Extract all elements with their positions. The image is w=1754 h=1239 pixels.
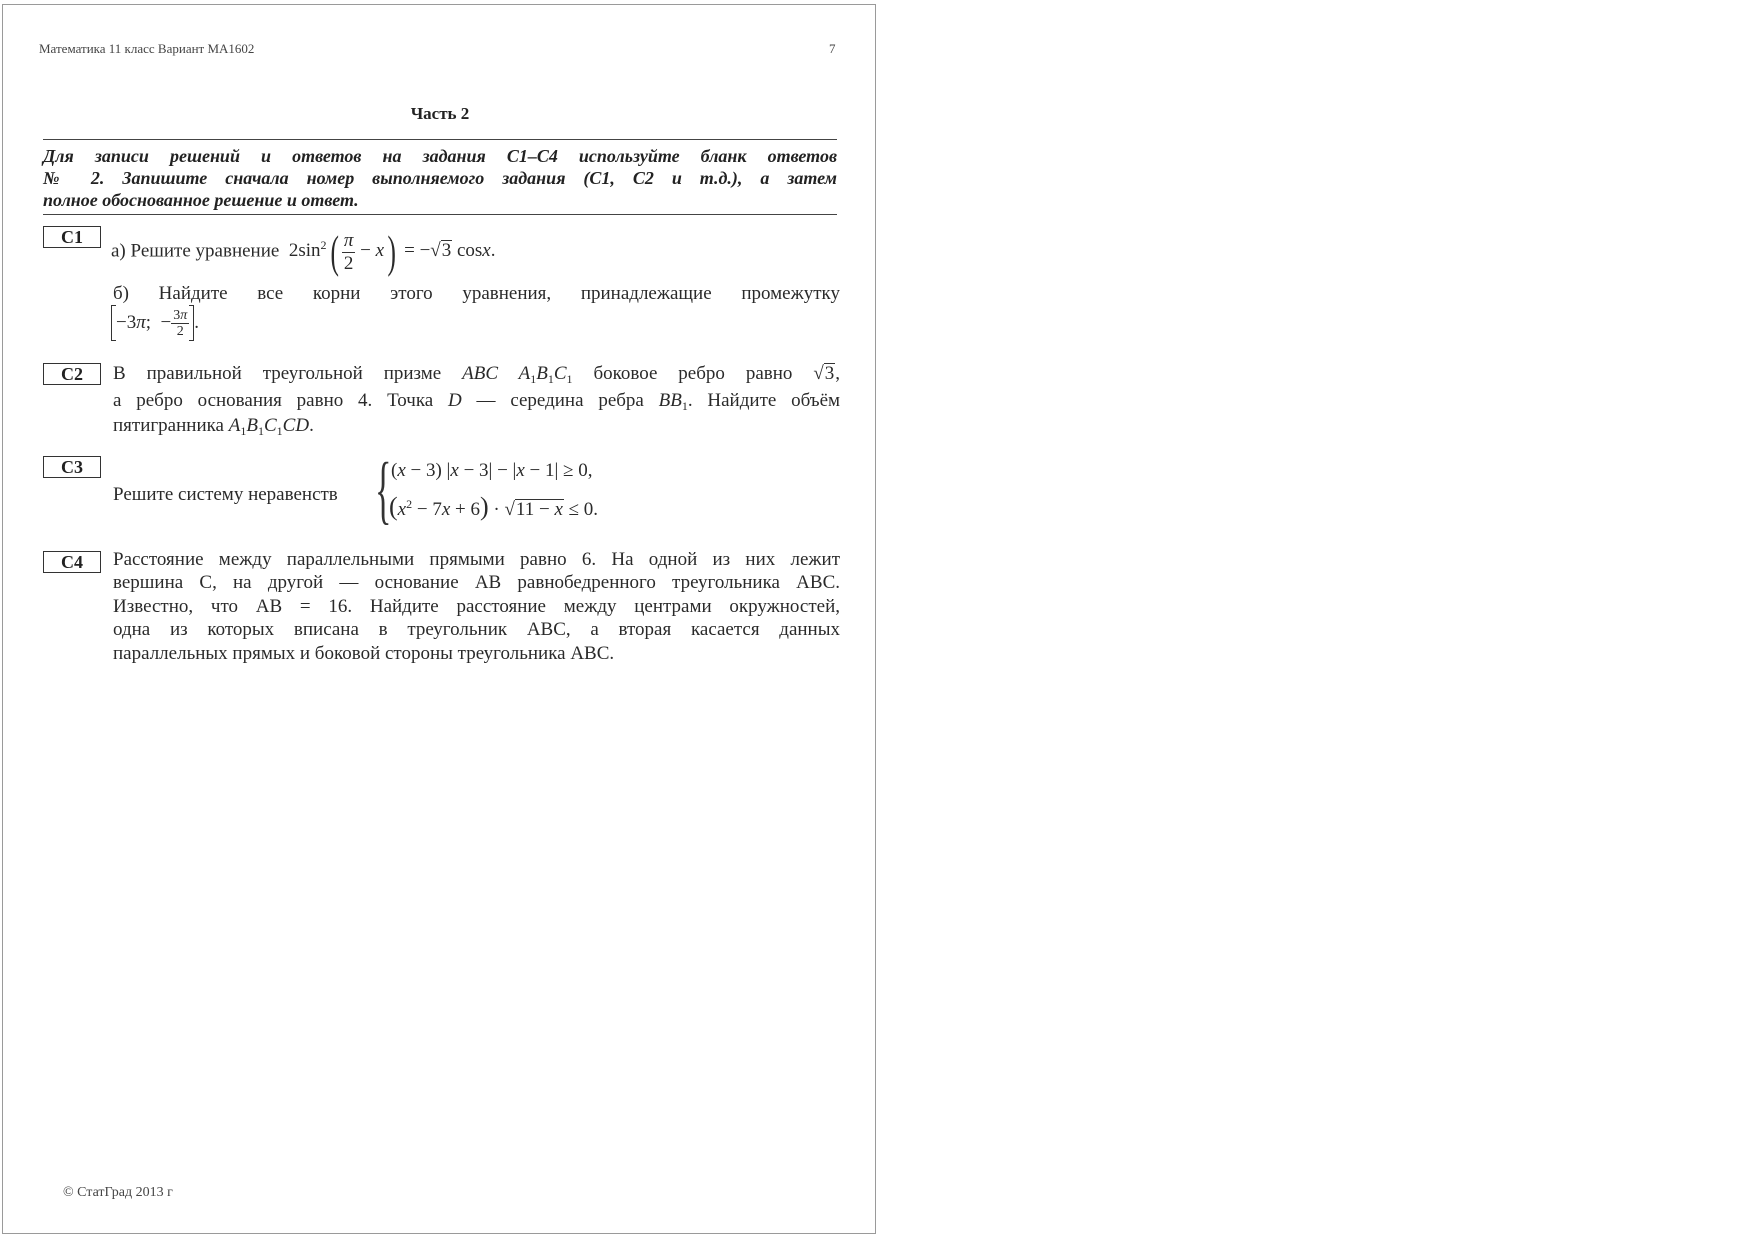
part-title: Часть 2 [410, 104, 470, 123]
instructions-line: полное обоснованное решение и ответ. [43, 190, 359, 210]
task-c1-part-b: б) Найдите все корни этого уравнения, принадлежащие промежутку [113, 283, 840, 304]
task-c1-interval: −3π; − $\frac{3\pi}{2}$ . [111, 305, 199, 341]
instructions-line: Для записи решений и ответов на задания С1–С4 используйте бланк ответов [43, 146, 837, 166]
page-header-title: Математика 11 класс Вариант МА1602 [39, 41, 255, 56]
task-c2-text: — середина ребра [476, 390, 644, 411]
page-number: 7 [829, 41, 836, 56]
task-label-c2: C2 [43, 363, 101, 385]
task-c2-text: а ребро основания равно 4. Точка [113, 390, 434, 411]
copyright-footer: © СтатГрад 2013 г [63, 1185, 173, 1200]
system-brace: { [375, 448, 392, 532]
task-label-c3: C3 [43, 456, 101, 478]
task-label-c4: C4 [43, 551, 101, 573]
task-c1-equation: $2\sin^2$( $\frac{\pi}{2}$ − x) = −√3 cosx. [284, 226, 496, 277]
task-c3-inequality-1: (x − 3) |x − 3| − |x − 1| ≥ 0, [391, 460, 593, 481]
task-c4-line: Расстояние между параллельными прямыми равно 6. На одной из них лежит [113, 549, 840, 570]
task-c4-line: вершина C, на другой — основание AB равнобедренного треугольника ABC. [113, 572, 840, 593]
task-c1-a-prefix: а) Решите уравнение [111, 240, 280, 262]
instructions-block [43, 139, 837, 215]
task-c1-part-a [111, 226, 496, 277]
task-c2-text: пятигранника [113, 415, 224, 436]
task-c3-prefix: Решите систему неравенств [113, 484, 338, 505]
task-label-c1: C1 [43, 226, 101, 248]
task-c2-line-1: В правильной треугольной призме ABC $A_1B_1C_1$ боковое ребро равно √3, [113, 363, 841, 386]
task-c4-line: параллельных прямых и боковой стороны треугольника ABC. [113, 643, 615, 664]
task-c2-line-3: пятигранника $A_1B_1C_1CD$. [113, 415, 314, 438]
task-c2-text: В правильной треугольной призме [113, 363, 442, 384]
exam-page [2, 4, 876, 1234]
instructions-line: № 2. Запишите сначала номер выполняемого задания (С1, С2 и т.д.), а затем [43, 168, 837, 188]
task-c2-text: боковое ребро равно [593, 363, 793, 384]
task-c4-line: Известно, что AB = 16. Найдите расстояние между центрами окружностей, [113, 596, 840, 617]
task-c2-text: . Найдите объём [687, 390, 841, 411]
task-c4-line: одна из которых вписана в треугольник ABC, а вторая касается данных [113, 619, 840, 640]
task-c2-line-2: а ребро основания равно 4. Точка D — середина ребра $BB_1$. Найдите объём [113, 390, 841, 413]
task-c3-inequality-2: $(x^2 - 7x + 6) \cdot √11 - x \le 0$. [389, 492, 599, 521]
